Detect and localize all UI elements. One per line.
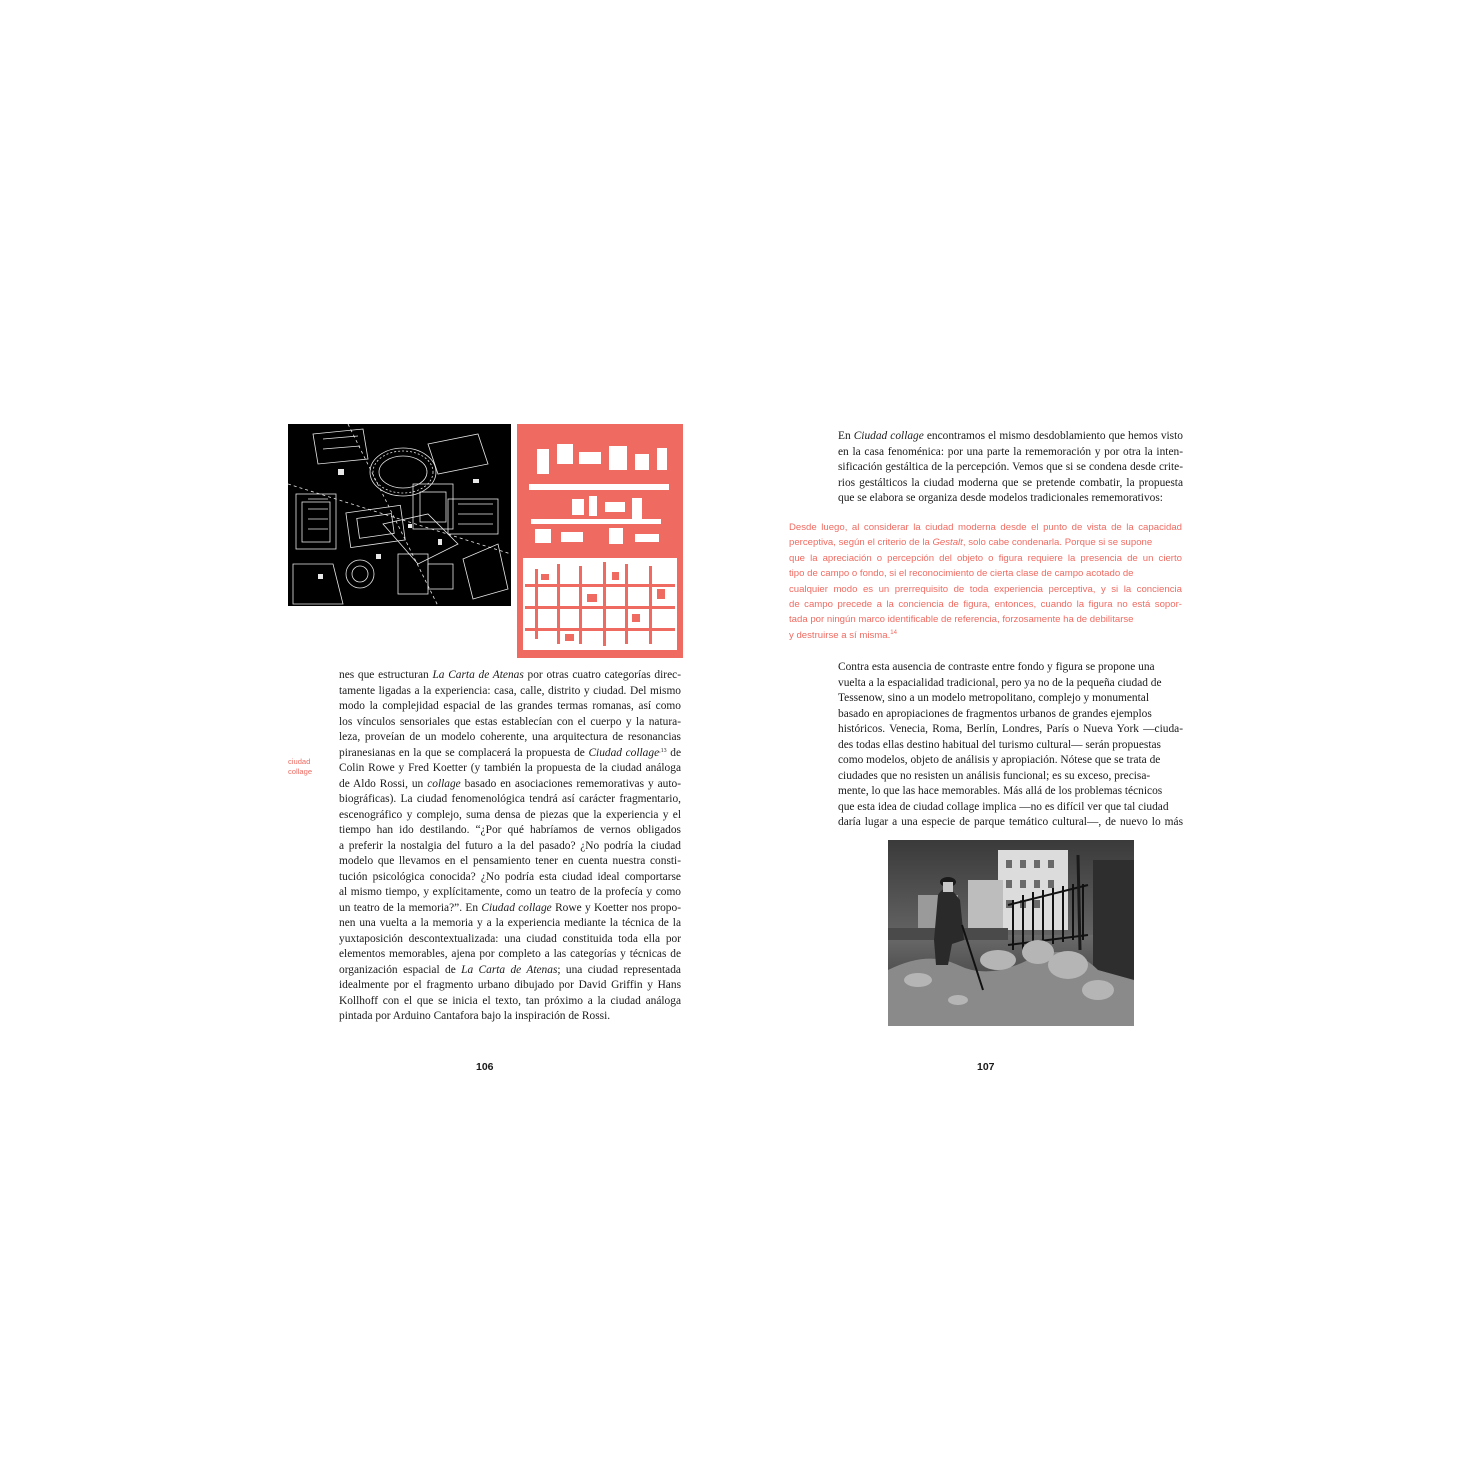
text-run: mente, lo que las hace memorables. Más allá de los problemas técnicos — [838, 785, 1163, 797]
text-line — [339, 715, 681, 731]
text-run: que la apreciación o percepción del objeto o figura requiere la presencia de un cierto — [789, 552, 1182, 564]
text-line — [838, 753, 1183, 769]
text-line — [339, 916, 681, 932]
text-run: vuelta a la espacialidad tradicional, pero ya no de la pequeña ciudad de — [838, 676, 1162, 689]
text-run: En — [838, 430, 854, 442]
text-run: rios gestálticos la ciudad moderna que se pretende combatir, la propuesta — [838, 476, 1183, 489]
footnote-ref: ,13 — [659, 747, 667, 754]
text-line — [838, 660, 1183, 676]
italic-text: La Carta de Atenas — [461, 963, 558, 976]
margin-note — [288, 757, 312, 777]
text-line — [838, 476, 1183, 492]
text-run: pintada por Arduino Cantafora bajo la inspiración de Rossi. — [339, 1010, 611, 1022]
text-run: los vínculos sensoriales que estas establecían con el cuerpo y la natura- — [339, 715, 681, 728]
text-run: , solo cabe condenarla. Porque si se supone — [962, 537, 1153, 549]
text-line — [789, 628, 1182, 643]
italic-text: collage — [427, 777, 461, 790]
text-line — [838, 707, 1183, 723]
text-run: por otras cuatro categorías direc- — [523, 669, 681, 681]
text-run: Rowe y Koetter nos propo- — [551, 901, 681, 914]
text-line — [838, 722, 1183, 738]
text-run: yuxtaposición descontextualizada: una ciudad constituida toda ella por — [339, 932, 681, 945]
text-line — [339, 947, 681, 963]
text-line — [339, 823, 681, 839]
text-run: Contra esta ausencia de contraste entre fondo y figura se propone una — [838, 661, 1155, 673]
text-line — [339, 746, 681, 762]
text-run: des todas ellas destino habitual del turismo cultural— serán propuestas — [838, 738, 1161, 751]
text-line — [339, 730, 681, 746]
text-run: de Aldo Rossi, un — [339, 777, 428, 790]
text-run: modo la complejidad espacial de las grandes termas romanas, así como — [339, 700, 681, 712]
footnote-ref: 14 — [890, 629, 897, 636]
text-line — [838, 491, 1183, 507]
block-quote — [789, 520, 1182, 643]
text-line — [339, 978, 681, 994]
text-line — [789, 520, 1182, 535]
margin-note-line: ciudad — [288, 757, 311, 766]
text-line — [838, 429, 1183, 445]
text-line — [838, 445, 1183, 461]
text-run: Desde luego, al considerar la ciudad moderna desde el punto de vista de la capacidad — [789, 522, 1182, 533]
text-run: perceptiva, según el criterio de la — [789, 537, 933, 549]
text-line — [339, 885, 681, 901]
text-run: y destruirse a sí misma. — [789, 629, 891, 641]
text-run: escenográfico y complejo, suma densa de piezas que la experiencia y el — [339, 808, 681, 821]
text-line — [339, 854, 681, 870]
text-run: tiempo han ido destilando. “¿Por qué habríamos de vernos obligados — [339, 824, 681, 836]
italic-text: Ciudad collage — [853, 430, 924, 442]
text-run: organización espacial de — [339, 963, 462, 976]
text-line — [789, 597, 1182, 612]
left-page-body-text — [339, 668, 681, 1025]
text-run: encontramos el mismo desdoblamiento que hemos visto — [923, 430, 1183, 442]
page-number-left: 106 — [476, 1061, 494, 1073]
text-line — [838, 784, 1183, 800]
text-run: al mismo tiempo, y explícitamente, como un teatro de la profecía y como — [339, 886, 681, 898]
text-line — [339, 808, 681, 824]
text-run: tada por ningún marco identificable de referencia, forzosamente ha de debilitarse — [789, 614, 1134, 626]
text-run: modelo que llevamos en el pensamiento tener en cuenta nuestra consti- — [339, 855, 681, 867]
italic-text: Gestalt — [932, 537, 963, 549]
text-line — [838, 800, 1183, 816]
text-run: basado en apropiaciones de fragmentos urbanos de grandes ejemplos — [838, 707, 1152, 720]
text-run: Tessenow, sino a un modelo metropolitano, complejo y monumental — [838, 692, 1150, 704]
text-line — [789, 566, 1182, 581]
text-line — [339, 699, 681, 715]
right-page-body-text — [838, 660, 1183, 831]
text-run: tución psicológica conocida? ¿No podría esta ciudad ideal comportarse — [339, 870, 681, 883]
text-run: ; una ciudad representada — [557, 963, 681, 976]
text-line — [339, 668, 681, 684]
text-line — [838, 738, 1183, 754]
text-run: biográficas). La ciudad fenomenológica tendrá así carácter fragmentario, — [339, 793, 681, 805]
text-line — [838, 769, 1183, 785]
text-run: leza, proveían de un modelo coherente, una arquitectura de resonancias — [339, 731, 681, 743]
text-run: de — [666, 746, 682, 759]
text-run: nen una vuelta a la memoria y a la experiencia mediante la técnica de la — [339, 917, 681, 929]
text-line — [339, 777, 681, 793]
text-line — [838, 460, 1183, 476]
text-run: Kollhoff con el que se inicia el texto, tan próximo a la ciudad análoga — [339, 994, 681, 1007]
text-run: históricos. Venecia, Roma, Berlín, Londres, París o Nueva York —ciuda- — [838, 723, 1183, 735]
text-line — [339, 870, 681, 886]
street-photo — [888, 840, 1134, 1026]
text-line — [838, 691, 1183, 707]
text-line — [339, 932, 681, 948]
text-line — [789, 535, 1182, 550]
right-page-intro-text — [838, 429, 1183, 507]
italic-text: Ciudad collage — [588, 746, 660, 759]
text-run: nes que estructuran — [339, 669, 433, 681]
text-line — [789, 612, 1182, 627]
text-run: a preferir la nostalgia del futuro a la del pasado? ¿No podría la ciudad — [339, 839, 681, 852]
text-run: un teatro de la memoria?”. En — [339, 901, 482, 914]
italic-text: La Carta de Atenas — [432, 669, 524, 681]
red-city-plans-image — [517, 424, 683, 658]
text-line — [339, 994, 681, 1010]
text-run: cualquier modo es un prerrequisito de toda experiencia perceptiva, y si la conciencia — [789, 583, 1182, 595]
margin-note-line: collage — [288, 767, 313, 776]
text-run: en la casa fenoménica: por una parte la rememoración y por otra la inten- — [838, 445, 1183, 458]
text-run: que esta idea de ciudad collage implica —no es difícil ver que tal ciudad — [838, 800, 1169, 813]
text-run: idealmente por el fragmento urbano dibujado por David Griffin y Hans — [339, 979, 681, 991]
text-run: elementos memorables, ajena por completo a las categorías y técnicas de — [339, 948, 681, 960]
text-run: ciudades que no resisten un análisis funcional; es su exceso, precisa- — [838, 769, 1151, 782]
text-line — [838, 815, 1183, 831]
page-number-right: 107 — [977, 1061, 995, 1073]
text-line — [838, 676, 1183, 692]
text-run: de campo precede a la conciencia de figura, entonces, cuando la figura no está sopor- — [789, 599, 1182, 611]
text-line — [339, 684, 681, 700]
text-line — [339, 901, 681, 917]
text-run: basado en asociaciones rememorativas y auto- — [460, 777, 682, 790]
text-run: Colin Rowe y Fred Koetter (y también la propuesta de la ciudad análoga — [339, 762, 681, 774]
text-line — [339, 839, 681, 855]
text-line — [339, 792, 681, 808]
text-line — [339, 963, 681, 979]
italic-text: Ciudad collage — [481, 901, 552, 914]
text-run: tipo de campo o fondo, si el reconocimiento de cierta clase de campo acotado de — [789, 568, 1134, 580]
text-run: daría lugar a una especie de parque temático cultural—, de nuevo lo más — [838, 816, 1183, 828]
black-city-plan-image — [288, 424, 511, 606]
text-line — [339, 1009, 681, 1025]
text-run: como modelos, objeto de análisis y apropiación. Nótese que se trata de — [838, 754, 1161, 766]
text-line — [789, 551, 1182, 566]
text-run: tamente ligadas a la experiencia: casa, calle, distrito y ciudad. Del mismo — [339, 684, 681, 697]
text-run: piranesianas en la que se complacerá la propuesta de — [339, 746, 589, 759]
text-line — [339, 761, 681, 777]
text-run: sificación gestáltica de la percepción. Vemos que si se condena desde crite- — [838, 461, 1183, 473]
text-line — [789, 582, 1182, 597]
text-run: que se elabora se organiza desde modelos tradicionales rememorativos: — [838, 492, 1163, 504]
